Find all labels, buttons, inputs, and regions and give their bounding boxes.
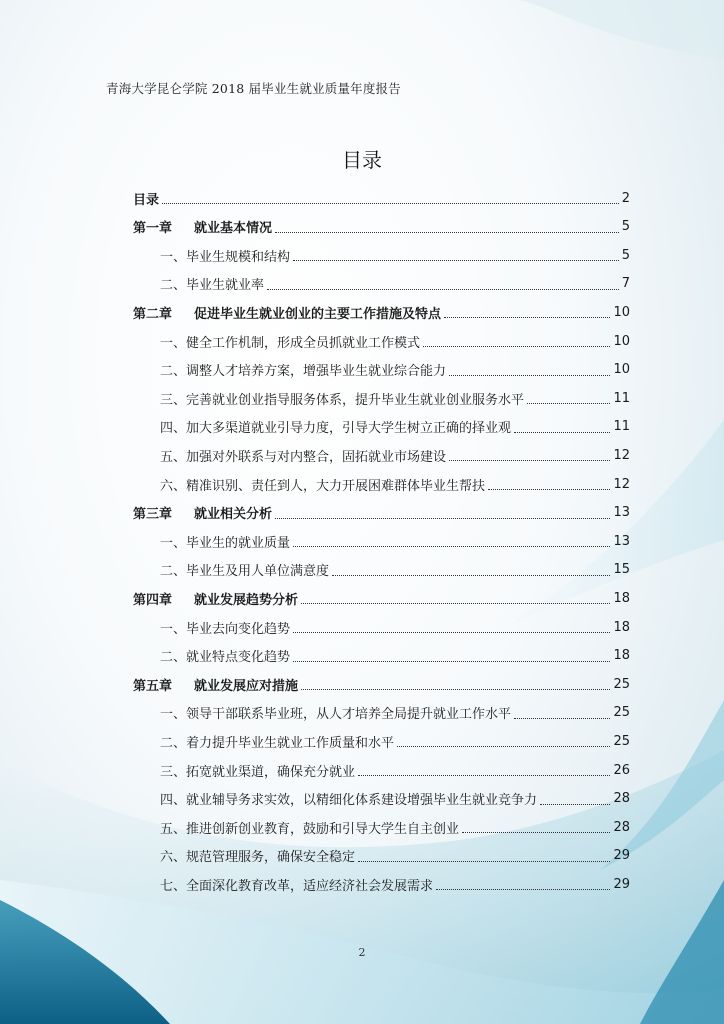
toc-entry-label: 二、就业特点变化趋势	[160, 650, 291, 666]
toc-dot-leader	[162, 202, 619, 204]
toc-entry-page-number: 10	[613, 362, 630, 378]
toc-entry[interactable]	[0, 329, 724, 353]
toc-dot-leader	[449, 459, 610, 461]
toc-entry-label: 五、加强对外联系与对内整合，固拓就业市场建设	[160, 449, 447, 465]
toc-entry-label: 六、规范管理服务，确保安全稳定	[160, 850, 356, 866]
toc-entry-page-number: 29	[613, 848, 630, 864]
toc-entry-chapter-title: 就业相关分析	[194, 507, 273, 523]
toc-entry[interactable]	[0, 615, 724, 639]
toc-entry[interactable]	[0, 558, 724, 582]
toc-entry-page-number: 12	[613, 476, 630, 492]
toc-entry-label: 第一章	[133, 221, 173, 237]
toc-entry-page-number: 13	[613, 533, 630, 549]
toc-entry[interactable]	[0, 758, 724, 782]
toc-entry-label: 目录	[133, 192, 160, 208]
toc-entry-label: 一、毕业去向变化趋势	[160, 621, 291, 637]
toc-entry-page-number: 26	[613, 762, 630, 778]
toc-entry-page-number: 18	[613, 619, 630, 635]
toc-dot-leader	[293, 545, 610, 547]
toc-entry[interactable]	[0, 729, 724, 753]
toc-dot-leader	[358, 774, 610, 776]
toc-entry-label: 二、毕业生就业率	[160, 278, 265, 294]
toc-entry[interactable]	[0, 672, 724, 696]
toc-entry-page-number: 11	[613, 390, 630, 406]
toc-dot-leader	[293, 660, 610, 662]
toc-entry-page-number: 25	[613, 705, 630, 721]
toc-entry-label: 三、拓宽就业渠道，确保充分就业	[160, 764, 356, 780]
toc-dot-leader	[514, 717, 610, 719]
toc-entry-label: 第二章	[133, 306, 173, 322]
toc-entry[interactable]	[0, 243, 724, 267]
report-header: 青海大学昆仑学院 2018 届毕业生就业质量年度报告	[106, 81, 401, 96]
toc-entry-label: 二、毕业生及用人单位满意度	[160, 564, 330, 580]
toc-entry-page-number: 7	[621, 276, 630, 292]
toc-dot-leader	[293, 259, 619, 261]
toc-entry-page-number: 5	[621, 219, 630, 235]
toc-entry[interactable]	[0, 529, 724, 553]
toc-entry[interactable]	[0, 443, 724, 467]
toc-entry-label: 五、推进创新创业教育，鼓励和引导大学生自主创业	[160, 821, 460, 837]
toc-entry-label: 三、完善就业创业指导服务体系，提升毕业生就业创业服务水平	[160, 392, 525, 408]
toc-entry-page-number: 25	[613, 676, 630, 692]
toc-dot-leader	[301, 602, 610, 604]
toc-entry[interactable]	[0, 815, 724, 839]
toc-entry-page-number: 12	[613, 447, 630, 463]
toc-entry-page-number: 29	[613, 876, 630, 892]
toc-entry-page-number: 15	[613, 562, 630, 578]
toc-entry-label: 一、健全工作机制，形成全员抓就业工作模式	[160, 335, 421, 351]
toc-entry[interactable]	[0, 644, 724, 668]
toc-dot-leader	[397, 745, 610, 747]
toc-entry-page-number: 5	[621, 247, 630, 263]
toc-dot-leader	[540, 803, 610, 805]
toc-dot-leader	[488, 488, 610, 490]
toc-entry[interactable]	[0, 215, 724, 239]
toc-entry[interactable]	[0, 787, 724, 811]
toc-entry[interactable]	[0, 186, 724, 210]
toc-entry-page-number: 10	[613, 304, 630, 320]
toc-entry-label: 六、精准识别、责任到人，大力开展困难群体毕业生帮扶	[160, 478, 486, 494]
toc-entry[interactable]	[0, 844, 724, 868]
toc-entry[interactable]	[0, 501, 724, 525]
toc-entry-label: 第四章	[133, 592, 173, 608]
toc-entry[interactable]	[0, 872, 724, 896]
toc-entry-label: 第五章	[133, 678, 173, 694]
toc-dot-leader	[423, 345, 610, 347]
toc-dot-leader	[275, 231, 619, 233]
toc-dot-leader	[275, 517, 610, 519]
toc-dot-leader	[293, 631, 610, 633]
page-title: 目录	[342, 148, 382, 172]
toc-entry[interactable]	[0, 472, 724, 496]
toc-entry-page-number: 2	[621, 190, 630, 206]
toc-entry[interactable]	[0, 386, 724, 410]
toc-entry[interactable]	[0, 701, 724, 725]
toc-dot-leader	[527, 402, 610, 404]
toc-entry-chapter-title: 就业发展趋势分析	[194, 592, 299, 608]
toc-entry[interactable]	[0, 300, 724, 324]
toc-entry-page-number: 18	[613, 590, 630, 606]
toc-entry-page-number: 13	[613, 505, 630, 521]
toc-entry-page-number: 11	[613, 419, 630, 435]
toc-entry[interactable]	[0, 358, 724, 382]
toc-dot-leader	[332, 574, 610, 576]
toc-entry[interactable]	[0, 272, 724, 296]
toc-entry-label: 一、领导干部联系毕业班，从人才培养全局提升就业工作水平	[160, 707, 512, 723]
toc-dot-leader	[436, 888, 610, 890]
toc-entry-label: 一、毕业生规模和结构	[160, 249, 291, 265]
toc-dot-leader	[449, 374, 610, 376]
toc-entry[interactable]	[0, 415, 724, 439]
page-number: 2	[358, 946, 366, 959]
toc-entry-page-number: 10	[613, 333, 630, 349]
toc-entry-label: 四、就业辅导务求实效，以精细化体系建设增强毕业生就业竞争力	[160, 793, 538, 809]
toc-entry-label: 第三章	[133, 507, 173, 523]
toc-entry-label: 四、加大多渠道就业引导力度，引导大学生树立正确的择业观	[160, 421, 512, 437]
toc-entry-chapter-title: 就业基本情况	[194, 221, 273, 237]
toc-entry-page-number: 28	[613, 819, 630, 835]
toc-entry[interactable]	[0, 586, 724, 610]
toc-entry-label: 二、着力提升毕业生就业工作质量和水平	[160, 735, 395, 751]
toc-entry-label: 七、全面深化教育改革，适应经济社会发展需求	[160, 878, 434, 894]
toc-dot-leader	[301, 688, 610, 690]
toc-entry-page-number: 18	[613, 648, 630, 664]
toc-dot-leader	[514, 431, 610, 433]
toc-entry-chapter-title: 就业发展应对措施	[194, 678, 299, 694]
toc-entry-chapter-title: 促进毕业生就业创业的主要工作措施及特点	[194, 306, 442, 322]
toc-dot-leader	[444, 316, 610, 318]
toc-dot-leader	[267, 288, 619, 290]
toc-dot-leader	[358, 860, 610, 862]
toc-entry-label: 一、毕业生的就业质量	[160, 535, 291, 551]
toc-entry-label: 二、调整人才培养方案，增强毕业生就业综合能力	[160, 364, 447, 380]
toc-entry-page-number: 25	[613, 733, 630, 749]
toc-dot-leader	[462, 831, 610, 833]
toc-entry-page-number: 28	[613, 791, 630, 807]
